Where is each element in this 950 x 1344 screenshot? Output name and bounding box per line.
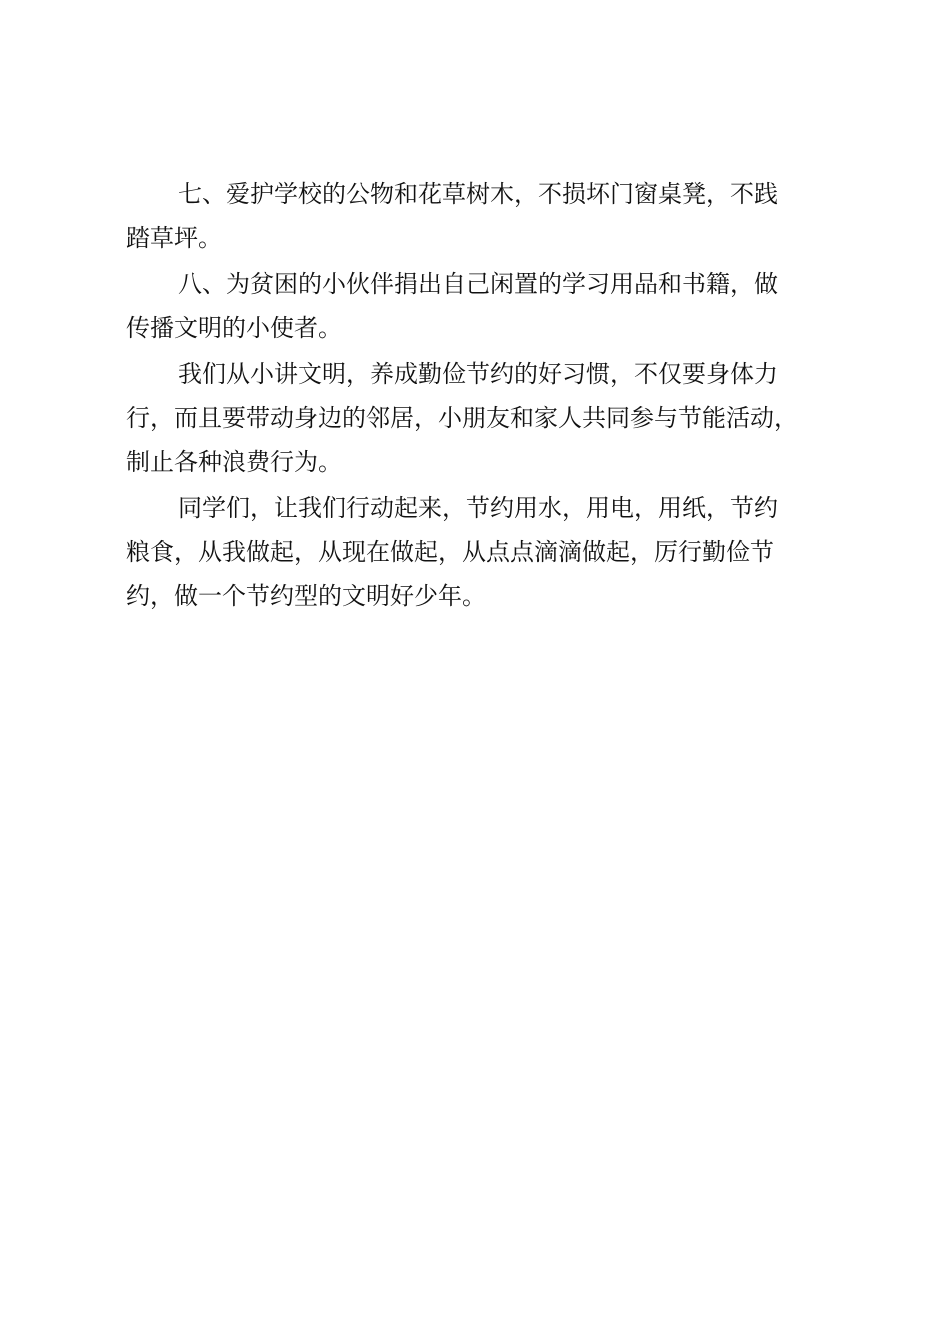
paragraph-line: 我们从小讲文明，养成勤俭节约的好习惯，不仅要身体力 [178,360,778,388]
paragraph-rule-seven [126,172,866,260]
paragraph-line: 传播文明的小使者。 [126,314,342,342]
paragraph-line: 八、为贫困的小伙伴捐出自己闲置的学习用品和书籍，做 [178,270,778,298]
paragraph-line: 制止各种浪费行为。 [126,448,342,476]
paragraph-line: 踏草坪。 [126,224,222,252]
paragraph-civility [126,352,866,484]
paragraph-line: 行，而且要带动身边的邻居，小朋友和家人共同参与节能活动， [126,404,798,432]
paragraph-rule-eight [126,262,866,350]
paragraph-line: 七、爱护学校的公物和花草树木，不损坏门窗桌凳，不践 [178,180,778,208]
paragraph-line: 粮食，从我做起，从现在做起，从点点滴滴做起，厉行勤俭节 [126,538,774,566]
paragraph-call-to-action [126,486,866,618]
paragraph-line: 同学们，让我们行动起来，节约用水，用电，用纸，节约 [178,494,778,522]
paragraph-line: 约，做一个节约型的文明好少年。 [126,582,486,610]
